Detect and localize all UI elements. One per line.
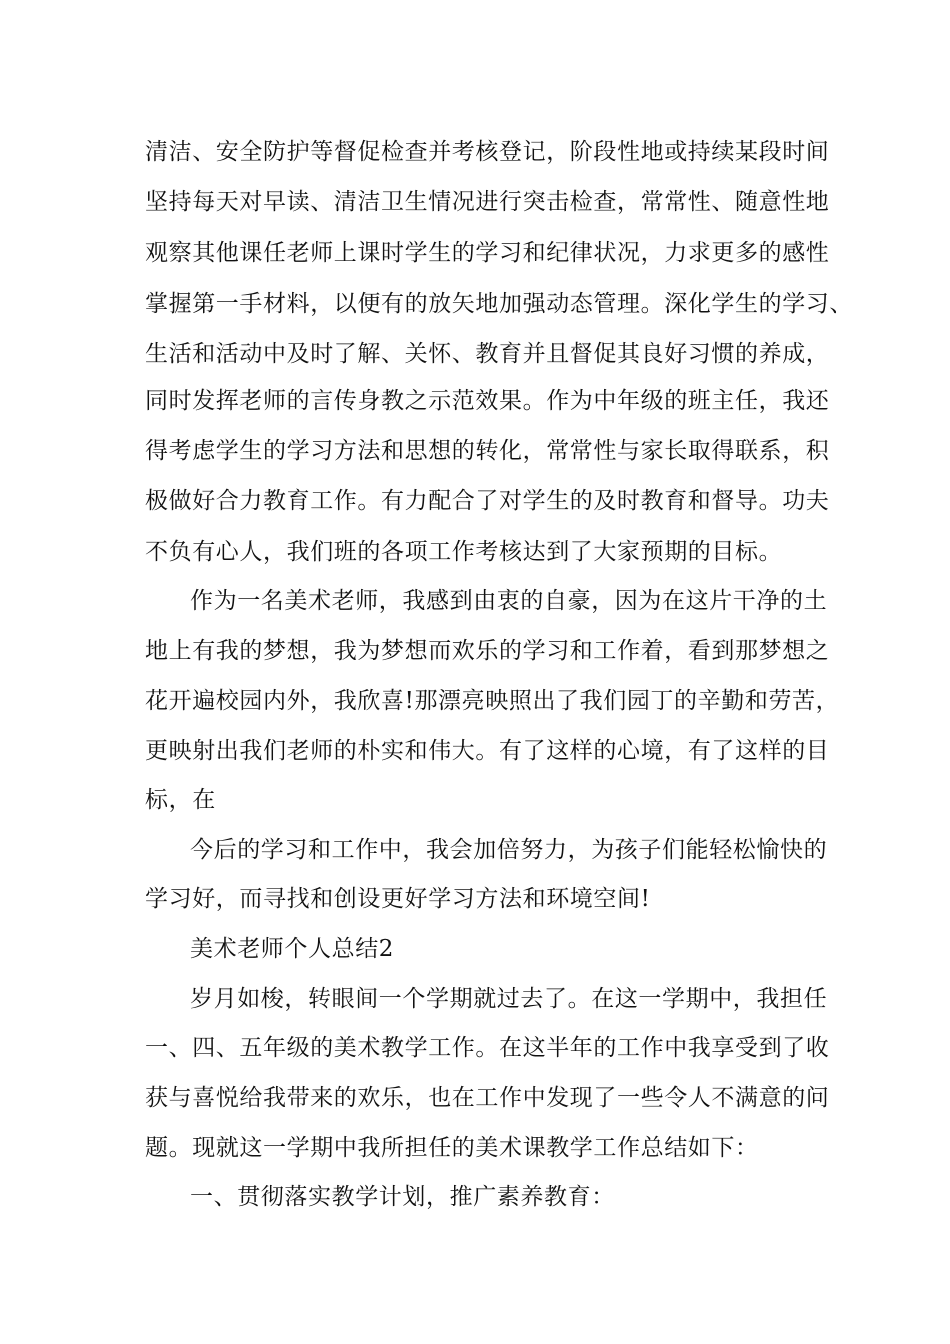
paragraph-first-line: 岁月如梭，转眼间一个学期就过去了。在这一学期中，我担任	[190, 986, 828, 1012]
text-line: 一、四、五年级的美术教学工作。在这半年的工作中我享受到了收	[145, 1035, 830, 1061]
text-line: 观察其他课任老师上课时学生的学习和纪律状况，力求更多的感性	[145, 240, 830, 266]
text-line: 题。现就这一学期中我所担任的美术课教学工作总结如下：	[145, 1135, 759, 1161]
text-line: 清洁、安全防护等督促检查并考核登记，阶段性地或持续某段时间	[145, 139, 830, 165]
text-line: 坚持每天对早读、清洁卫生情况进行突击检查，常常性、随意性地	[145, 189, 830, 215]
text-line: 更映射出我们老师的朴实和伟大。有了这样的心境，有了这样的目	[145, 738, 830, 764]
text-line: 得考虑学生的学习方法和思想的转化，常常性与家长取得联系，积	[145, 438, 830, 464]
text-line: 标，在	[145, 787, 216, 813]
text-line: 花开遍校园内外，我欣喜!那漂亮映照出了我们园丁的辛勤和劳苦，	[145, 688, 840, 714]
section-heading: 美术老师个人总结2	[190, 936, 395, 962]
paragraph-first-line: 作为一名美术老师，我感到由衷的自豪，因为在这片干净的土	[190, 588, 828, 614]
paragraph-first-line: 今后的学习和工作中，我会加倍努力，为孩子们能轻松愉快的	[190, 837, 828, 863]
text-line: 同时发挥老师的言传身教之示范效果。作为中年级的班主任，我还	[145, 388, 830, 414]
text-line: 学习好，而寻找和创设更好学习方法和环境空间!	[145, 886, 651, 912]
subsection-heading: 一、贯彻落实教学计划，推广素养教育：	[190, 1184, 615, 1210]
text-line: 生活和活动中及时了解、关怀、教育并且督促其良好习惯的养成，	[145, 341, 830, 367]
text-line: 不负有心人，我们班的各项工作考核达到了大家预期的目标。	[145, 539, 783, 565]
text-line: 掌握第一手材料，以便有的放矢地加强动态管理。深化学生的学习、	[145, 291, 853, 317]
text-line: 获与喜悦给我带来的欢乐，也在工作中发现了一些令人不满意的问	[145, 1085, 830, 1111]
text-line: 地上有我的梦想，我为梦想而欢乐的学习和工作着，看到那梦想之	[145, 638, 830, 664]
text-line: 极做好合力教育工作。有力配合了对学生的及时教育和督导。功夫	[145, 488, 830, 514]
